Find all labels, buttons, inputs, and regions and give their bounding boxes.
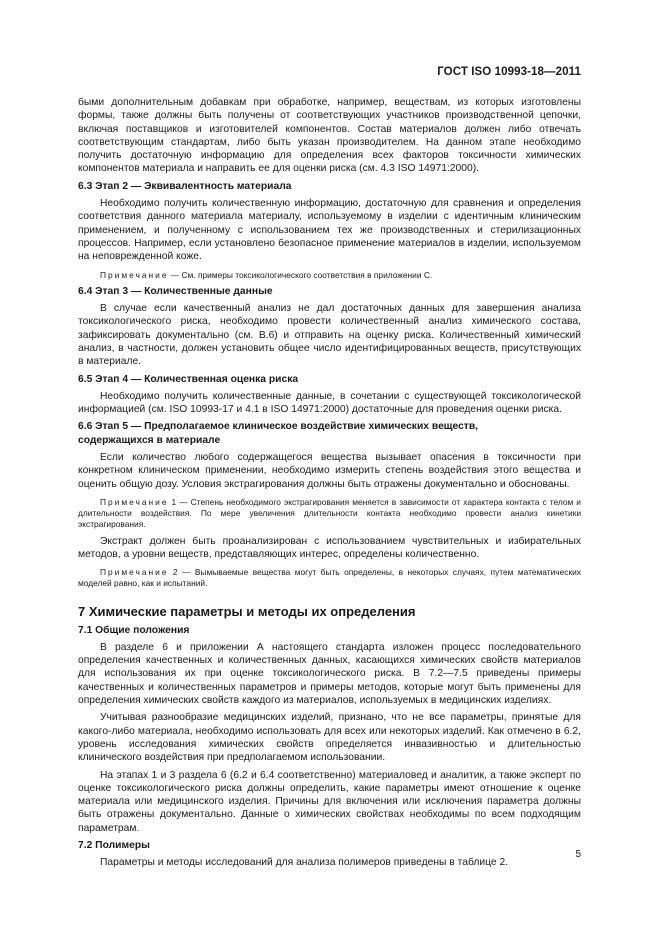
note-text: 2 — Вымываемые вещества могут быть определены, в некоторых случаях, путем математических моделей равно, как и испытаний. [78,567,581,589]
paragraph-6-6: Если количество любого содержащегося вещества вызывает опасения в токсичности при конкретном клиническом применении, необходимо измерить степень воздействия этого вещества и оценить общую дозу. Условия экстрагирования должны быть отражены документально и обоснованы. [78,452,581,490]
page-number: 5 [575,849,581,860]
paragraph-7-1-b: Учитывая разнообразие медицинских изделий, признано, что не все параметры, принятые для какого-либо материала, необходимо использовать для всех или некоторых изделий. Как отмечено в 6.2, уровень исследования химических свойств определяется инвазивностью и длительностью клинического воздействия при предполагаемом использовании. [78,712,581,764]
heading-section-7: 7 Химические параметры и методы их определения [78,603,416,619]
heading-6-3: 6.3 Этап 2 — Эквивалентность материала [78,180,292,192]
paragraph-6-4: В случае если качественный анализ не дал достаточных данных для завершения анализа токсикологического риска, необходимо провести количественный анализ химического состава, зафиксировать документально (см. В.6) и отправить на оценку риска. Количественный химический анализ, в частности, должен установить общее число идентифицированных веществ, присутствующих в материале. [78,303,581,368]
paragraph-7-1-a: В разделе 6 и приложении А настоящего стандарта изложен процесс последовательного определения качественных и количественных данных, касающихся химических свойств материалов для использования их при оценке токсикологического риска. В 7.2—7.5 приведены примеры качественных и количественных параметров и примеры методов, которые могут быть применены для определения химических свойств каждого из материалов, используемых в медицинских изделиях. [78,641,581,707]
paragraph-6-3: Необходимо получить количественную информацию, достаточную для сравнения и определения соответствия данного материала материалу, используемому в изделии с идентичным клиническим применением, и полученному с использованием тех же производственных и стерилизационных процессов. Например, если установлено безопасное применение материалов в изделии, используемом на неповрежденной коже. [78,198,581,263]
heading-6-5: 6.5 Этап 4 — Количественная оценка риска [78,373,299,385]
note-6-6-1 [78,497,581,531]
paragraph-6-6-b: Экстракт должен быть проанализирован с использованием чувствительных и избирательных методов, а уровни веществ, представляющих интерес, определены количественно. [78,535,581,560]
document-body [78,96,581,870]
heading-6-6-line2: содержащихся в материале [78,434,221,446]
paragraph-6-5: Необходимо получить количественные данные, в сочетании с существующей токсикологической информацией (см. ISO 10993-17 и 4.1 в ISO 14971:2000) достаточные для проведения оценки риска. [78,390,581,416]
note-label: Примечание [100,269,169,280]
paragraph-7-1-c: На этапах 1 и 3 раздела 6 (6.2 и 6.4 соответственно) материаловед и аналитик, а также эксперт по оценке токсикологического риска должны определить, какие параметры имеют отношение к оценке материала или медицинского изделия. Причины для включения или исключения параметра должны быть отражены документально. Данные о химических свойствах необходимы по всем подходящим параметрам. [78,769,581,834]
heading-6-4: 6.4 Этап 3 — Количественные данные [78,285,273,297]
heading-7-1: 7.1 Общие положения [78,624,190,636]
heading-6-6 [78,420,581,447]
heading-6-6-line1: 6.6 Этап 5 — Предполагаемое клиническое воздействие химических веществ, [78,421,479,433]
note-label: Примечание [100,496,169,507]
note-text: 1 — Степень необходимого экстрагирования меняется в зависимости от характера контакта с телом и длительности воздействия. По мере увеличения длительности контакта необходимо провести анализ кинетики экстрагирования. [78,496,581,530]
paragraph-intro: быми дополнительным добавкам при обработке, например, веществам, из которых изготовлены формы, также должны быть получены от соответствующих участников производственной цепочки, включая поставщиков и изготовителей компонентов. Состав материалов должен либо отвечать соответствующим стандартам, либо быть указан производителем. На данном этапе необходимо получить достаточную информацию для определения всех факторов токсичности химических компонентов материала и направить ее для оценки риска (см. 4.3 ISO 14971:2000). [78,97,581,175]
paragraph-7-2: Параметры и методы исследований для анализа полимеров приведены в таблице 2. [100,857,509,869]
heading-7-2: 7.2 Полимеры [78,839,150,851]
note-text: — См. примеры токсикологического соответствия в приложении С. [168,269,433,280]
note-6-6-2 [78,567,581,589]
note-6-3 [78,270,581,281]
note-label: Примечание [100,567,169,578]
running-header-standard: ГОСТ ISO 10993-18—2011 [437,66,581,78]
